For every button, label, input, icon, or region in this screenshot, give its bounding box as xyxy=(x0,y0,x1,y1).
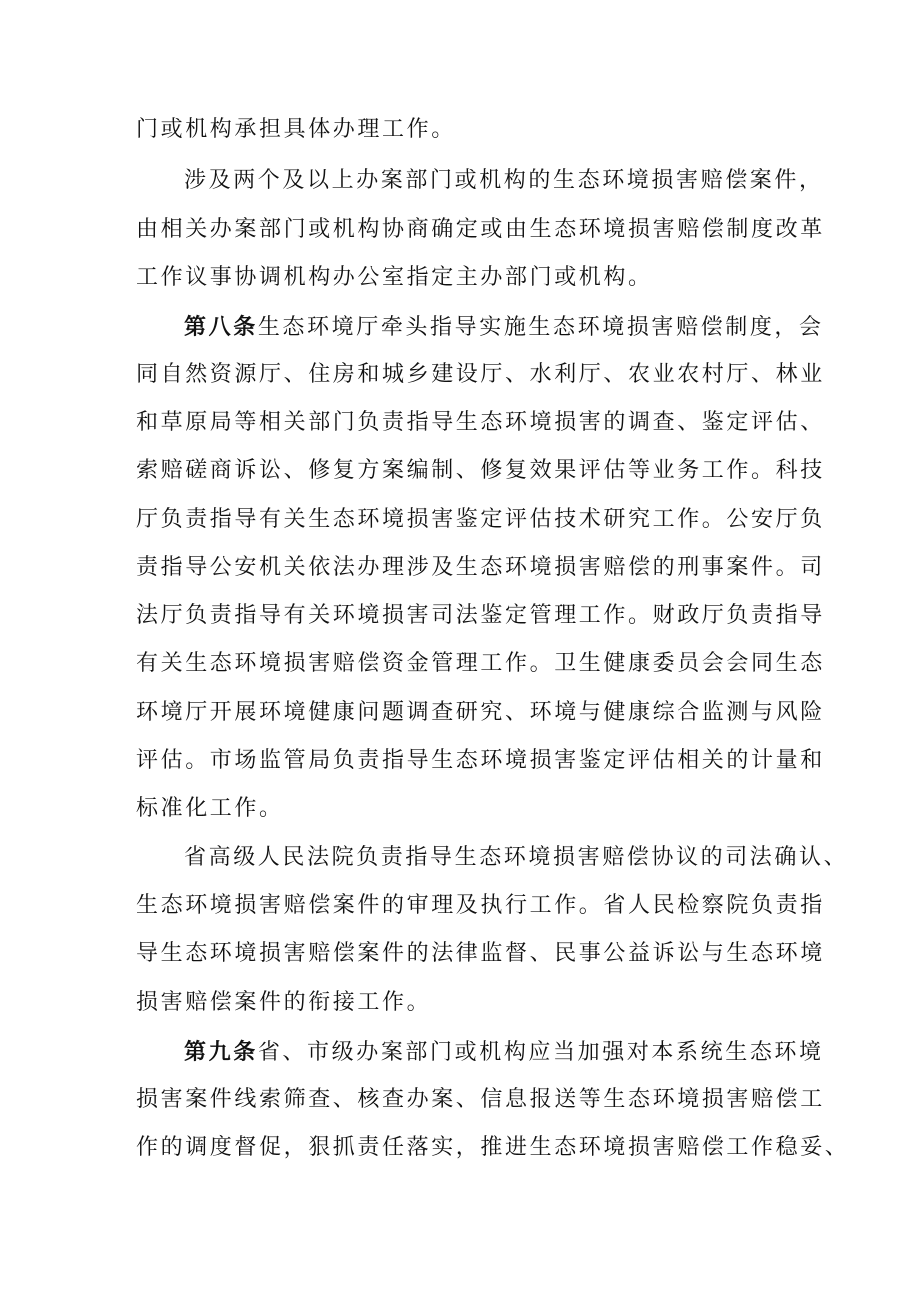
article-9-heading: 第九条 xyxy=(184,1039,258,1065)
article-8-text: 生态环境厅牵头指导实施生态环境损害赔偿制度，会 xyxy=(257,315,824,340)
article-9-text: 省、市级办案部门或机构应当加强对本系统生态环境 xyxy=(257,1040,824,1065)
paragraph-line: 有关生态环境损害赔偿资金管理工作。卫生健康委员会会同生态 xyxy=(136,651,825,676)
paragraph-line: 厅负责指导有关生态环境损害鉴定评估技术研究工作。公安厅负 xyxy=(136,507,825,532)
paragraph-line: 生态环境损害赔偿案件的审理及执行工作。省人民检察院负责指 xyxy=(136,893,825,918)
paragraph-line: 责指导公安机关依法办理涉及生态环境损害赔偿的刑事案件。司 xyxy=(136,555,825,580)
paragraph-line: 涉及两个及以上办案部门或机构的生态环境损害赔偿案件， xyxy=(184,168,824,193)
paragraph-line: 标准化工作。 xyxy=(136,796,284,821)
paragraph-line: 导生态环境损害赔偿案件的法律监督、民事公益诉讼与生态环境 xyxy=(136,941,825,966)
paragraph-line: 评估。市场监管局负责指导生态环境损害鉴定评估相关的计量和 xyxy=(136,748,825,773)
paragraph-line: 作的调度督促，狠抓责任落实，推进生态环境损害赔偿工作稳妥、 xyxy=(136,1135,850,1160)
paragraph-line: 法厅负责指导有关环境损害司法鉴定管理工作。财政厅负责指导 xyxy=(136,603,825,628)
article-8-heading: 第八条 xyxy=(184,314,258,340)
paragraph-line: 环境厅开展环境健康问题调查研究、环境与健康综合监测与风险 xyxy=(136,700,825,725)
paragraph-line: 工作议事协调机构办公室指定主办部门或机构。 xyxy=(136,265,653,290)
paragraph-line: 和草原局等相关部门负责指导生态环境损害的调查、鉴定评估、 xyxy=(136,410,825,435)
paragraph-line: 由相关办案部门或机构协商确定或由生态环境损害赔偿制度改革 xyxy=(136,217,825,242)
article-8-first-line xyxy=(184,314,824,341)
paragraph-line: 同自然资源厅、住房和城乡建设厅、水利厅、农业农村厅、林业 xyxy=(136,362,825,387)
paragraph-line: 门或机构承担具体办理工作。 xyxy=(136,117,456,142)
paragraph-line: 索赔磋商诉讼、修复方案编制、修复效果评估等业务工作。科技 xyxy=(136,458,825,483)
paragraph-line: 损害赔偿案件的衔接工作。 xyxy=(136,990,432,1015)
paragraph-line: 省高级人民法院负责指导生态环境损害赔偿协议的司法确认、 xyxy=(184,845,849,870)
article-9-first-line xyxy=(184,1039,824,1066)
paragraph-line: 损害案件线索筛查、核查办案、信息报送等生态环境损害赔偿工 xyxy=(136,1087,825,1112)
